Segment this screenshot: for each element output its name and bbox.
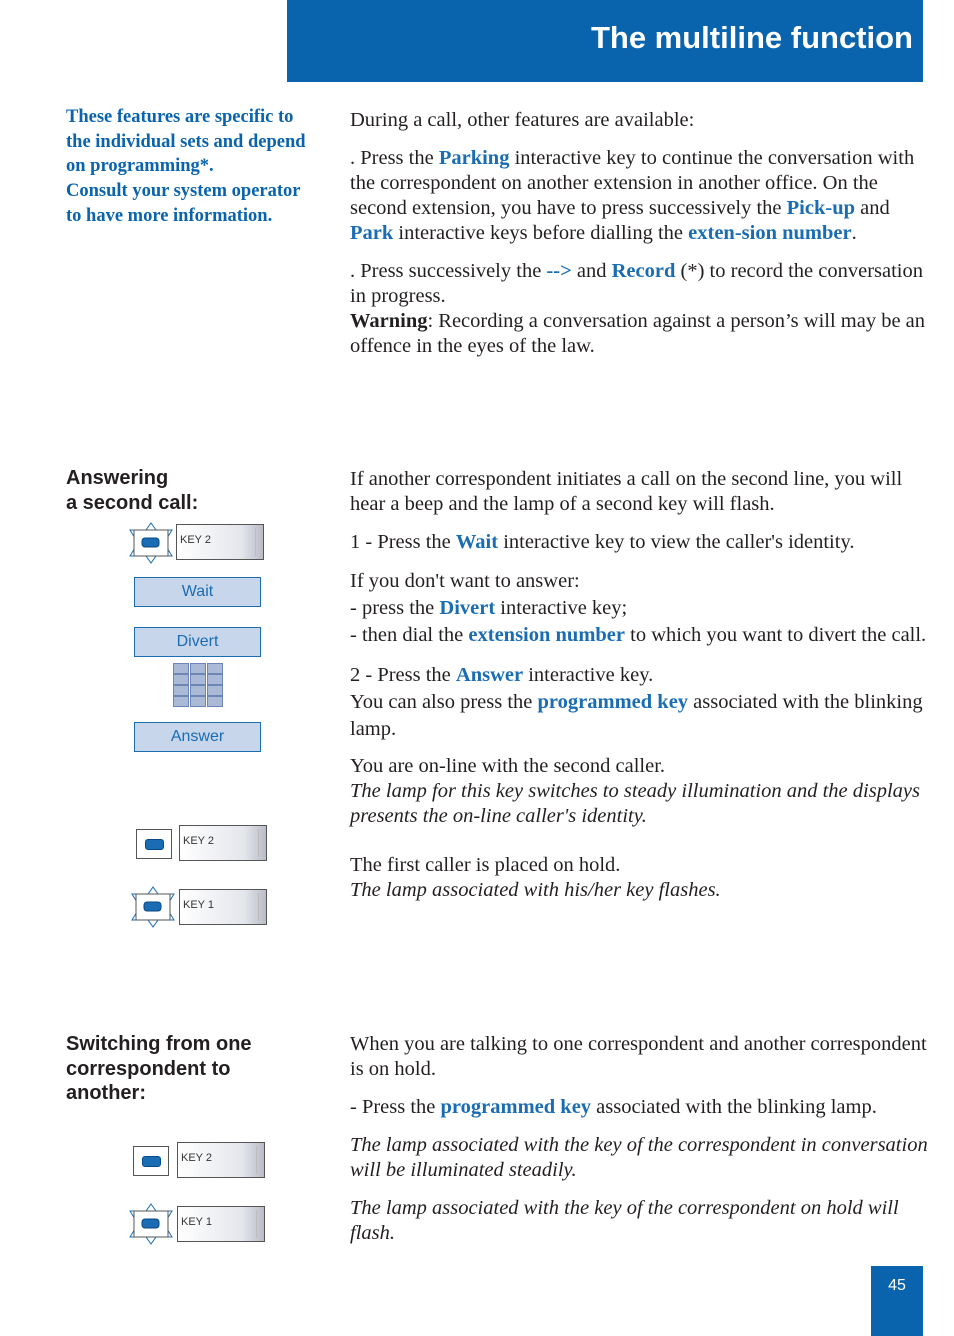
programming-note [66,105,336,229]
note-line: the individual sets and depend [66,131,306,152]
answering-paragraph: If another correspondent initiates a call on the second line, you will hear a beep and the lamp of a second key will flash. [350,468,903,515]
text-run: - press the [350,597,440,619]
heading-line: another: [66,1082,146,1104]
wait-step [350,530,930,555]
note-line: These features are specific to [66,107,294,127]
text-run: 1 - Press the [350,531,456,553]
text-run: interactive keys before dialling the [393,222,689,244]
pickup-key-label: Pick-up [786,197,856,219]
key-label: KEY 1 [183,899,214,911]
heading-line: correspondent to [66,1057,231,1080]
italic-note: The lamp associated with the key of the correspondent in conversation will be illuminated steadily. [350,1134,928,1181]
online-status [350,754,930,829]
text-run: (*) to record the conversation in progress. [350,260,924,307]
warning-label: Warning [350,310,428,332]
key-2-button[interactable] [177,1142,265,1178]
divert-softkey[interactable]: Divert [134,627,261,657]
answering-text [350,467,930,903]
steady-lamp-icon [133,1146,169,1176]
key-2-button[interactable] [176,524,264,560]
switching-text [350,1032,930,1246]
answer-key-label: Answer [455,664,524,686]
park-key-label: Park [350,222,394,244]
text-run: interactive key to continue the conversation with the correspondent on another extension in another office. On the second extension, you have to press successively the [350,147,915,219]
programmed-key-label: programmed key [537,691,689,713]
hold-status [350,853,930,903]
intro-paragraph: During a call, other features are available: [350,109,695,131]
text-run: associated with the blinking lamp. [591,1096,877,1118]
page-number: 45 [871,1266,923,1336]
italic-note: The lamp associated with his/her key flashes. [350,879,721,901]
heading-line: a second call: [66,491,199,514]
record-paragraph [350,259,930,359]
divert-key-label: Divert [439,597,496,619]
flashing-lamp-icon [128,1203,174,1245]
heading-line: Answering [66,467,169,489]
heading-line: Switching from one [66,1033,252,1055]
dial-step [350,622,930,649]
switching-step [350,1095,930,1120]
text-run: to which you want to divert the call. [625,624,927,646]
text-run: . Press the [350,147,439,169]
text-run: - then dial the [350,624,469,646]
switching-heading [66,1032,252,1106]
text-run: You are on-line with the second caller. [350,755,666,777]
text-run: : Recording a conversation against a person’s will may be an offence in the eyes of the law. [350,310,926,357]
note-line: Consult your system operator [66,181,301,202]
record-key-label: Record [611,260,676,282]
flashing-lamp-icon [130,886,176,928]
text-run: If you don't want to answer: [350,570,580,592]
text-run: - Press the [350,1096,441,1118]
wait-softkey[interactable]: Wait [134,577,261,607]
key-label: KEY 1 [181,1216,212,1228]
text-run: The first caller is placed on hold. [350,854,621,876]
header-bar [287,0,923,82]
text-run: and [571,260,612,282]
answer-step [350,662,930,743]
parking-key-label: Parking [438,147,510,169]
extension-number-label: exten-sion number [688,222,852,244]
text-run: interactive key; [495,597,628,619]
text-run: interactive key to view the caller's identity. [498,531,855,553]
italic-note: The lamp for this key switches to steady illumination and the displays presents the on-line caller's identity. [350,780,920,827]
note-line: to have more information. [66,205,273,226]
steady-lamp-icon [136,829,172,859]
note-line: on programming*. [66,156,214,177]
arrow-key-label: --> [546,260,572,282]
italic-note: The lamp associated with the key of the correspondent on hold will flash. [350,1197,899,1244]
wait-key-label: Wait [455,531,499,553]
text-run: . Press successively the [350,260,547,282]
key-label: KEY 2 [181,1152,212,1164]
flashing-lamp-icon [128,522,174,564]
key-1-button[interactable] [179,889,267,925]
page-title: The multiline function [590,20,913,55]
divert-step [350,595,930,622]
key-label: KEY 2 [183,835,214,847]
key-label: KEY 2 [180,534,211,546]
key-2-button[interactable] [179,825,267,861]
text-run: . [851,222,857,244]
text-run: You can also press the [350,691,538,713]
extension-number-label: extension number [468,624,626,646]
answering-heading [66,466,198,515]
parking-paragraph [350,146,930,246]
keypad-icon [173,663,225,707]
programmed-key-label: programmed key [440,1096,592,1118]
switching-paragraph: When you are talking to one correspondent and another correspondent is on hold. [350,1033,927,1080]
divert-instructions [350,568,930,649]
intro-section [350,108,930,359]
text-run: associated with the blinking lamp. [350,691,923,740]
key-1-button[interactable] [177,1206,265,1242]
text-run: 2 - Press the [350,664,456,686]
answer-softkey[interactable]: Answer [134,722,261,752]
text-run: interactive key. [523,664,654,686]
text-run: and [855,197,890,219]
